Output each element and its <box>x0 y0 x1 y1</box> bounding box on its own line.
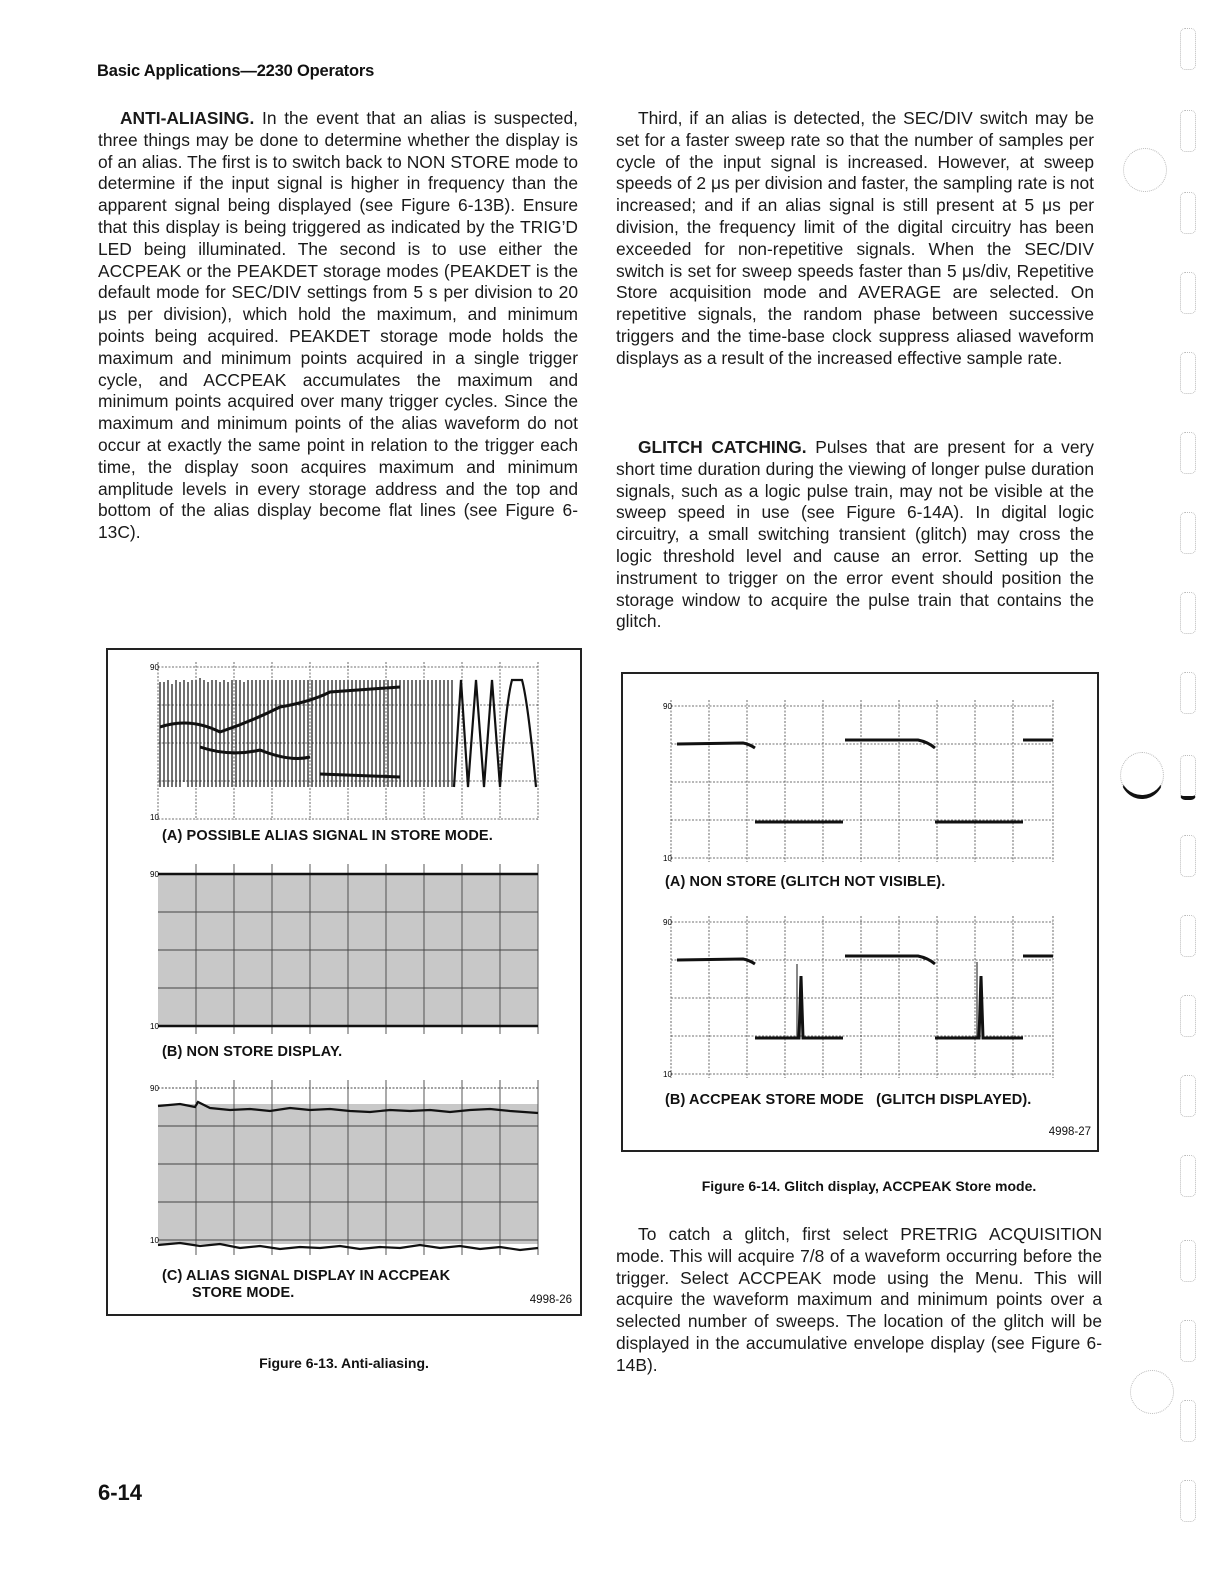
binder-tab-icon <box>1180 432 1196 474</box>
binder-tab-icon <box>1180 1155 1196 1197</box>
binder-tab-icon <box>1180 1320 1196 1362</box>
binder-tab-icon <box>1180 915 1196 957</box>
svg-text:10: 10 <box>663 854 672 862</box>
binder-tab-icon <box>1180 592 1196 634</box>
y-top-label: 90 <box>150 663 159 672</box>
svg-text:10: 10 <box>150 1236 159 1245</box>
figure-6-14-caption: Figure 6-14. Glitch display, ACCPEAK Store mode. <box>701 1178 1037 1194</box>
binder-tab-icon <box>1180 995 1196 1037</box>
binder-tab-icon <box>1180 272 1196 314</box>
figure-id: 4998-26 <box>529 1294 572 1306</box>
anti-aliasing-section <box>98 108 578 544</box>
anti-aliasing-paragraph <box>98 108 578 544</box>
binder-tab-icon <box>1180 1400 1196 1442</box>
binder-tab-icon <box>1180 1075 1196 1117</box>
panel-a-label: (A) NON STORE (GLITCH NOT VISIBLE). <box>665 874 946 890</box>
binder-tab-icon <box>1180 755 1196 800</box>
running-header: Basic Applications—2230 Operators <box>97 62 375 80</box>
glitch-catching-section <box>616 437 1094 633</box>
scope-screen-glitch-not-visible <box>663 700 1055 862</box>
anti-aliasing-heading: ANTI-ALIASING. <box>120 108 255 128</box>
figure-id: 4998-27 <box>1048 1126 1091 1138</box>
panel-c-label-line2: STORE MODE. <box>192 1285 295 1301</box>
panel-b-label: (B) ACCPEAK STORE MODE (GLITCH DISPLAYED). <box>665 1092 1032 1108</box>
figure-6-13-caption: Figure 6-13. Anti-aliasing. <box>259 1355 429 1371</box>
glitch-catching-paragraph <box>616 437 1094 633</box>
binder-tab-icon <box>1180 512 1196 554</box>
figure-6-13-frame <box>106 648 582 1316</box>
glitch-catching-body: Pulses that are present for a very short time duration during the viewing of longer pulse duration signals, such as a logic pulse train, may not be visible at the sweep speed in use (see Figure 6-14A). In digital logic circuitry, a small switching transient (glitch) may cross the logic threshold level and cause an error. Setting up the instrument to trigger on the error event should position the storage window to acquire the pulse train that contains the glitch. <box>616 437 1094 632</box>
panel-a-label: (A) POSSIBLE ALIAS SIGNAL IN STORE MODE. <box>162 828 493 844</box>
punch-hole-icon <box>1123 148 1167 192</box>
third-method-section <box>616 108 1094 370</box>
catch-glitch-section <box>616 1224 1102 1377</box>
glitch-catching-heading: GLITCH CATCHING. <box>638 437 807 457</box>
panel-c-label-line1: (C) ALIAS SIGNAL DISPLAY IN ACCPEAK <box>162 1268 451 1284</box>
binder-tab-icon <box>1180 835 1196 877</box>
punch-hole-icon <box>1130 1370 1174 1414</box>
y-bottom-label: 10 <box>150 813 159 820</box>
catch-glitch-paragraph: To catch a glitch, first select PRETRIG ACQUISITION mode. This will acquire 7/8 of a waveform occurring before the trigger. Select ACCPEAK mode using the Menu. This will acquire the waveform maximum and minimum points over a selected number of sweeps. The location of the glitch will be displayed in the accumulative envelope display (see Figure 6-14B). <box>616 1224 1102 1375</box>
binder-tab-icon <box>1180 110 1196 152</box>
scope-screen-accpeak <box>150 1080 540 1260</box>
svg-text:10: 10 <box>663 1070 672 1078</box>
binder-tab-icon <box>1180 672 1196 714</box>
scope-screen-alias-store <box>150 662 540 820</box>
binder-tab-icon <box>1180 1480 1196 1522</box>
binder-tab-icon <box>1180 28 1196 70</box>
anti-aliasing-body: In the event that an alias is suspected, three things may be done to determine whether the display is of an alias. The first is to switch back to NON STORE mode to determine if the input signal is higher in frequency than the apparent signal being displayed (see Figure 6-13B). Ensure that this display is being triggered as indicated by the TRIG’D LED being illuminated. The second is to use either the ACCPEAK or the PEAKDET storage modes (PEAKDET is the default mode for SEC/DIV settings from 5 s per division to 20 μs per division), which hold the maximum, and minimum points being acquired. PEAKDET storage mode holds the maximum and minimum points acquired in a single trigger cycle, and ACCPEAK accumulates the maximum and minimum points acquired over many trigger cycles. Since the maximum and minimum points of the alias waveform do not occur at exactly the same point in relation to the trigger each time, the display soon acquires maximum and minimum amplitude levels in every storage address and the top and bottom of the alias display become flat lines (see Figure 6-13C). <box>98 108 578 543</box>
punch-hole-icon <box>1120 752 1164 799</box>
binder-tab-icon <box>1180 1240 1196 1282</box>
svg-text:90: 90 <box>150 1084 159 1093</box>
binder-tab-icon <box>1180 352 1196 394</box>
page-number: 6-14 <box>98 1480 143 1505</box>
scope-screen-glitch-displayed <box>663 916 1055 1078</box>
svg-text:10: 10 <box>150 1022 159 1031</box>
svg-text:90: 90 <box>150 870 159 879</box>
svg-text:90: 90 <box>663 918 672 927</box>
figure-6-14-frame <box>621 672 1099 1152</box>
panel-b-label: (B) NON STORE DISPLAY. <box>162 1044 343 1060</box>
scope-screen-non-store <box>150 864 540 1034</box>
svg-text:90: 90 <box>663 702 672 711</box>
third-method-paragraph: Third, if an alias is detected, the SEC/DIV switch may be set for a faster sweep rate so that the number of samples per cycle of the input signal is increased. However, at sweep speeds of 2 μs per division and faster, the sampling rate is not increased; and if an alias signal is still present at 5 μs per division, the frequency limit of the digital circuitry has been exceeded for non-repetitive signals. When the SEC/DIV switch is set for sweep speeds faster than 5 μs/div, Repetitive Store acquisition mode and AVERAGE are selected. On repetitive signals, the random phase between successive triggers and the time-base clock suppress aliased waveform displays as a result of the increased effective sample rate. <box>616 108 1094 368</box>
binder-tab-icon <box>1180 192 1196 234</box>
